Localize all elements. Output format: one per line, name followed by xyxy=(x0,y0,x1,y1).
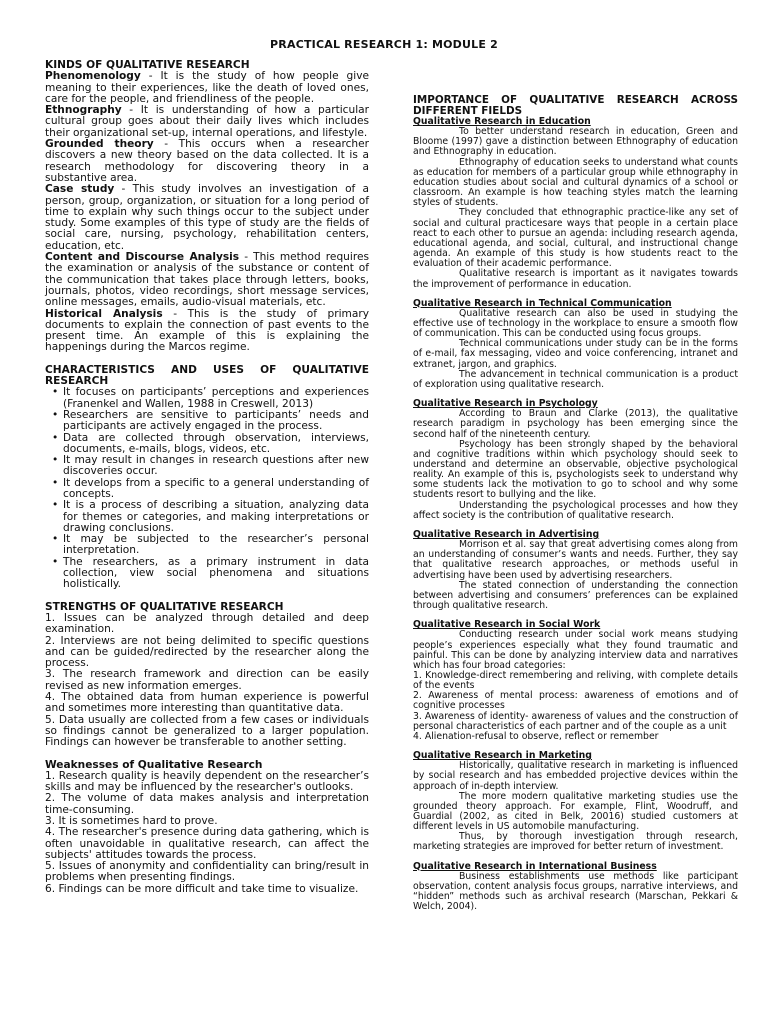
section-paragraph: Thus, by thorough investigation through research, marketing strategies are improved for better return of investment. xyxy=(413,831,738,853)
characteristic-item: • Researchers are sensitive to participants’ needs and participants are actively engaged in the process. xyxy=(45,410,369,433)
characteristic-item: • It may be subjected to the researcher’s personal interpretation. xyxy=(45,534,369,557)
kind-term: Content and Discourse Analysis xyxy=(45,251,240,264)
kind-text: - This method requires the examination or analysis of the substance or content of the communication that takes place through letters, books, journals, photos, video recordings, short message services, online messages, emails, audio-visual materials, etc. xyxy=(45,251,369,309)
section-paragraph: The stated connection of understanding the connection between advertising and consumers’ preferences can be explained through qualitative research. xyxy=(413,579,738,612)
section-paragraph: Business establishments use methods like participant observation, content analysis focus groups, narrative interviews, and “hidden” methods such as archival research (Marschan, Pekkari & Welch, 2004). xyxy=(413,870,738,913)
section-education xyxy=(413,117,738,290)
strengths-heading: STRENGTHS OF QUALITATIVE RESEARCH xyxy=(45,600,284,613)
section-marketing xyxy=(413,751,738,853)
kind-text: - This study involves an investigation of a person, group, organization, or situation for a long period of time to explain why such things occur to the subject under study. Some examples of this type of study are the fields of social care, nursing, psychology, rehabilitation centers, education, etc. xyxy=(45,183,369,252)
importance-heading: IMPORTANCE OF QUALITATIVE RESEARCH ACROSS DIFFERENT FIELDS xyxy=(413,94,738,117)
characteristics-heading: CHARACTERISTICS AND USES OF QUALITATIVE RESEARCH xyxy=(45,363,369,388)
kind-term: Ethnography xyxy=(45,104,122,117)
kind-entry xyxy=(45,309,369,354)
page-title: PRACTICAL RESEARCH 1: MODULE 2 xyxy=(270,38,498,51)
kind-entry xyxy=(45,105,369,139)
characteristic-item: • It may result in changes in research questions after new discoveries occur. xyxy=(45,455,369,478)
section-title: Qualitative Research in Psychology xyxy=(413,398,598,410)
weakness-item: 4. The researcher's presence during data gathering, which is often unavoidable in qualitative research, can affect the subjects' attitudes towards the process. xyxy=(45,826,369,861)
kinds-heading: KINDS OF QUALITATIVE RESEARCH xyxy=(45,59,250,71)
weakness-item: 2. The volume of data makes analysis and interpretation time-consuming. xyxy=(45,792,369,816)
section-psychology xyxy=(413,399,738,521)
weakness-item: 1. Research quality is heavily dependent on the researcher’s skills and may be influenced by the researcher's outlooks. xyxy=(45,769,369,794)
section-advertising xyxy=(413,530,738,611)
section-paragraph: Qualitative research is important as it navigates towards the improvement of performance in education. xyxy=(413,268,738,290)
section-title: Qualitative Research in Social Work xyxy=(413,619,601,631)
weakness-item: 6. Findings can be more difficult and take time to visualize. xyxy=(45,882,359,895)
weaknesses-list xyxy=(45,771,369,895)
section-paragraph: To better understand research in education, Green and Bloome (1997) gave a distinction between Ethnography of education and Ethnography in education. xyxy=(413,126,738,158)
section-paragraph: The advancement in technical communication is a product of exploration using qualitative research. xyxy=(413,368,738,390)
characteristic-item: • It develops from a specific to a general understanding of concepts. xyxy=(45,478,369,501)
section-international-business xyxy=(413,862,738,913)
section-title: Qualitative Research in Technical Communication xyxy=(413,297,672,309)
kind-text: - It is the study of how people give meaning to their experiences, like the death of loved ones, care for the people, and friendliness of the people. xyxy=(45,70,369,105)
kind-text: - This occurs when a researcher discovers a new theory based on the data collected. It is a research methodology for discovering theory in a substantive area. xyxy=(45,138,369,184)
section-title: Qualitative Research in International Business xyxy=(413,860,657,872)
kind-term: Case study xyxy=(45,183,115,196)
section-paragraph: Psychology has been strongly shaped by the behavioral and cognitive traditions within which psychology should seek to understand and determine an observable, objective psychological reality. An example of this is, psychologists seek to understand why some students lack the motivation to go to school and why some students resort to bullying and the like. xyxy=(413,438,738,501)
section-paragraph: The more modern qualitative marketing studies use the grounded theory approach. For example, Flint, Woodruff, and Guardial (2002, as cited in Belk, 20016) studied customers at different levels in US automobile manufacturing. xyxy=(413,790,738,833)
characteristic-item: • Data are collected through observation, interviews, documents, e-mails, blogs, videos, etc. xyxy=(45,433,369,456)
characteristic-item: • The researchers, as a primary instrument in data collection, view social phenomena and situations holistically. xyxy=(45,557,369,591)
section-paragraph: Conducting research under social work means studying people’s experiences especially what they found traumatic and painful. This can be done by analyzing interview data and narratives which has four broad categories: xyxy=(413,629,738,671)
section-list-item: 2. Awareness of mental process: awareness of emotions and of cognitive processes xyxy=(413,690,738,712)
kind-term: Phenomenology xyxy=(45,70,141,83)
kind-entry xyxy=(45,184,369,252)
section-title: Qualitative Research in Advertising xyxy=(413,528,600,540)
strengths-list xyxy=(45,613,369,749)
characteristic-item: • It is a process of describing a situation, analyzing data for themes or categories, and making interpretations or drawing conclusions. xyxy=(45,500,369,534)
kind-term: Grounded theory xyxy=(45,138,154,151)
weakness-item: 3. It is sometimes hard to prove. xyxy=(45,815,218,827)
left-column xyxy=(45,60,369,895)
strength-item: 4. The obtained data from human experience is powerful and sometimes more interesting than quantitative data. xyxy=(45,691,369,715)
section-paragraph: Understanding the psychological processes and how they affect society is the contribution of qualitative research. xyxy=(413,499,738,521)
weakness-item: 5. Issues of anonymity and confidentiality can bring/result in problems when presenting findings. xyxy=(45,860,369,884)
section-social-work xyxy=(413,620,738,742)
section-title: Qualitative Research in Education xyxy=(413,116,591,127)
strength-item: 3. The research framework and direction can be easily revised as new information emerges. xyxy=(45,668,369,692)
kind-text: - This is the study of primary documents to explain the connection of past events to the present time. An example of this is explaining the happenings during the Marcos regime. xyxy=(45,307,369,354)
kinds-list xyxy=(45,71,369,353)
section-list-item: 4. Alienation-refusal to observe, reflect or remember xyxy=(413,730,659,742)
kind-entry xyxy=(45,139,369,184)
characteristics-list xyxy=(45,387,369,590)
section-paragraph: Historically, qualitative research in marketing is influenced by social research and has embedded projective devices within the approach of in-depth interview. xyxy=(413,760,738,792)
kind-entry xyxy=(45,71,369,105)
strength-item: 2. Interviews are not being delimited to specific questions and can be guided/redirected by the researcher along the process. xyxy=(45,634,369,670)
kind-text: - It is understanding of how a particular cultural group goes about their daily lives which includes their organizational set-up, internal operations, and lifestyle. xyxy=(45,104,369,139)
characteristic-item: • It focuses on participants’ perceptions and experiences (Franenkel and Wallen, 1988 in Creswell, 2013) xyxy=(45,387,369,410)
kind-entry xyxy=(45,252,369,308)
strength-item: 1. Issues can be analyzed through detailed and deep examination. xyxy=(45,611,369,636)
section-paragraph: Morrison et al. say that great advertising comes along from an understanding of consumer’s wants and needs. Further, they say that qualitative research approaches, or methods useful in advertising have been used by advertising researchers. xyxy=(413,539,738,581)
section-list-item: 3. Awareness of identity- awareness of values and the construction of personal characteristics of each partner and of the couple as a unit xyxy=(413,710,738,732)
section-paragraph: Qualitative research can also be used in studying the effective use of technology in the workplace to ensure a smooth flow of communication. This can be conducted using focus groups. xyxy=(413,307,738,340)
section-paragraph: Technical communications under study can be in the forms of e-mail, fax messaging, video and voice conferencing, intranet and extranet, jargon, and graphics. xyxy=(413,338,738,370)
right-column xyxy=(413,95,738,912)
strength-item: 5. Data usually are collected from a few cases or individuals so findings cannot be generalized to a larger population. Findings can however be transferable to another setting. xyxy=(45,713,369,749)
kind-term: Historical Analysis xyxy=(45,307,163,320)
section-paragraph: Ethnography of education seeks to understand what counts as education for members of a particular group while ethnography in education studies about social and cultural dynamics of a school or classroom. An example is how teaching styles match the learning styles of students. xyxy=(413,156,738,209)
section-list-item: 1. Knowledge-direct remembering and reliving, with complete details of the events xyxy=(413,669,738,692)
section-paragraph: They concluded that ethnographic practice-like any set of social and cultural practicesare ways that people in a certain place react to each other to pursue an agenda: including research agenda, educational agenda, and social, cultural, and instructional change agenda. An example of this study is how students react to the evaluation of their academic performance. xyxy=(413,207,738,270)
section-title: Qualitative Research in Marketing xyxy=(413,750,592,762)
section-technical-communication xyxy=(413,299,738,390)
weaknesses-heading: Weaknesses of Qualitative Research xyxy=(45,758,263,771)
section-paragraph: According to Braun and Clarke (2013), the qualitative research paradigm in psychology has been emerging since the second half of the nineteenth century. xyxy=(413,408,738,440)
